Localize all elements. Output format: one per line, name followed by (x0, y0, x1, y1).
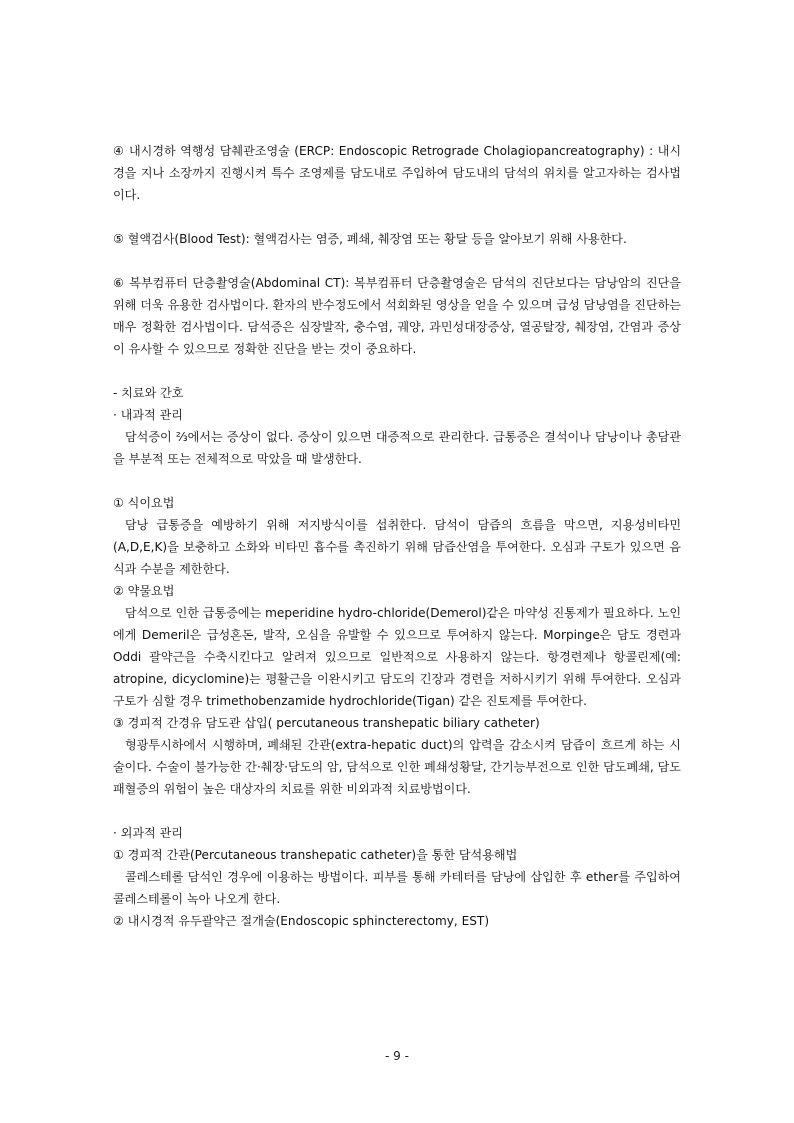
paragraph-blood-test: ⑤ 혈액검사(Blood Test): 혈액검사는 염증, 폐쇄, 췌장염 또는 황달 등을 알아보기 위해 사용한다. (113, 232, 627, 246)
spacer (113, 800, 681, 822)
heading-diet-therapy: ① 식이요법 (113, 496, 175, 510)
spacer (113, 250, 681, 272)
heading-stone-dissolution: ① 경피적 간관(Percutaneous transhepatic catheter)을 통한 담석용해법 (113, 848, 518, 862)
heading-medical-management: · 내과적 관리 (113, 408, 183, 422)
spacer (113, 206, 681, 228)
paragraph-drug-therapy: 담석으로 인한 급통증에는 meperidine hydro-chloride(Demerol)같은 마약성 진통제가 필요하다. 노인에게 Demeril은 급성혼돈, 발작, 오심을 유발할 수 있으므로 투여하지 않는다. Morpinge은 담도 경련과 Oddi 괄약근을 수축시킨다고 알려져 있으므로 일반적으로 사용하지 않는다. 항경련제나 항콜린제(예: atropine, dicyclomine)는 평활근을 이완시키고 담도의 긴장과 경련을 저하시키기 위해 투여한다. 오심과 구토가 심할 경우 trimethobenzamide hydrochloride(Tigan) 같은 진토제를 투여한다. (113, 606, 681, 708)
heading-drug-therapy: ② 약물요법 (113, 584, 175, 598)
paragraph-biliary-catheter: 형광투시하에서 시행하며, 폐쇄된 간관(extra-hepatic duct)의 압력을 감소시켜 담즙이 흐르게 하는 시술이다. 수술이 불가능한 간·췌장·담도의 암, 담석으로 인한 폐쇄성황달, 간기능부전으로 인한 담도폐쇄, 담도패혈증의 위험이 높은 대상자의 치료를 위한 비외과적 치료방법이다. (113, 738, 681, 796)
spacer (113, 360, 681, 382)
paragraph-stone-dissolution: 콜레스테롤 담석인 경우에 이용하는 방법이다. 피부를 통해 카테터를 담낭에 삽입한 후 ether를 주입하여 콜레스테롤이 녹아 나오게 한다. (113, 870, 681, 906)
paragraph-diet-therapy: 담낭 급통증을 예방하기 위해 저지방식이를 섭취한다. 담석이 담즙의 흐름을 막으면, 지용성비타민(A,D,E,K)을 보충하고 소화와 비타민 흡수를 촉진하기 위해 담즙산염을 투여한다. 오심과 구토가 있으면 음식과 수분을 제한한다. (113, 518, 681, 576)
paragraph-abdominal-ct: ⑥ 복부컴퓨터 단층촬영술(Abdominal CT): 복부컴퓨터 단층촬영술은 담석의 진단보다는 담낭암의 진단을 위해 더욱 유용한 검사법이다. 환자의 반수정도에서 석회화된 영상을 얻을 수 있으며 급성 담낭염을 진단하는 매우 정확한 검사법이다. 담석증은 심장발작, 충수염, 궤양, 과민성대장증상, 열공탈장, 췌장염, 간염과 증상이 유사할 수 있으므로 정확한 진단을 받는 것이 중요하다. (113, 276, 681, 356)
heading-biliary-catheter: ③ 경피적 간경유 담도관 삽입( percutaneous transhepatic biliary catheter) (113, 716, 540, 730)
paragraph-medical-management: 담석증이 ⅔에서는 증상이 없다. 증상이 있으면 대증적으로 관리한다. 급통증은 결석이나 담낭이나 총담관을 부분적 또는 전체적으로 막았을 때 발생한다. (113, 430, 681, 466)
spacer (113, 470, 681, 492)
heading-treatment: - 치료와 간호 (113, 386, 184, 400)
heading-endoscopic-sphincterectomy: ② 내시경적 유두괄약근 절개술(Endoscopic sphincterectomy, EST) (113, 914, 490, 928)
page-number: - 9 - (385, 1049, 409, 1063)
heading-surgical-management: · 외과적 관리 (113, 826, 183, 840)
document-page (113, 140, 681, 932)
paragraph-ercp: ④ 내시경하 역행성 담췌관조영술 (ERCP: Endoscopic Retrograde Cholagiopancreatography) : 내시경을 지나 소장까지 진행시켜 특수 조영제를 담도내로 주입하여 담도내의 담석의 위치를 알고자하는 검사법이다. (113, 144, 681, 202)
